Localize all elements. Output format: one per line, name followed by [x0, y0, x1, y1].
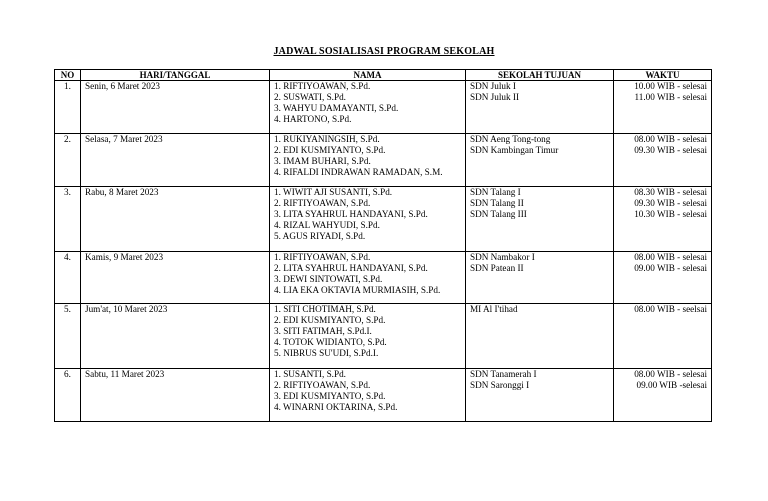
name-entry: 3. IMAM BUHARI, S.Pd.: [274, 156, 371, 166]
school-entry: SDN Saronggi I: [470, 380, 530, 390]
school-entry: SDN Juluk II: [470, 92, 520, 102]
row-schools: [466, 134, 614, 187]
name-entry: 3. SITI FATIMAH, S.Pd.I.: [274, 326, 372, 336]
name-entry: 4. WINARNI OKTARINA, S.Pd.: [274, 402, 398, 412]
row-date: Jum'at, 10 Maret 2023: [81, 304, 270, 369]
header-date: HARI/TANGGAL: [81, 70, 270, 81]
row-number: 1.: [55, 81, 81, 134]
row-number: 6.: [55, 369, 81, 422]
table-row: [55, 187, 712, 252]
name-entry: 3. DEWI SINTOWATI, S.Pd.: [274, 274, 383, 284]
row-date: Rabu, 8 Maret 2023: [81, 187, 270, 252]
name-entry: 1. WIWIT AJI SUSANTI, S.Pd.: [274, 187, 393, 197]
row-number: 2.: [55, 134, 81, 187]
row-names: [270, 81, 466, 134]
name-entry: 1. RIFTIYOAWAN, S.Pd.: [274, 81, 371, 91]
name-entry: 4. TOTOK WIDIANTO, S.Pd.: [274, 337, 387, 347]
header-no: NO: [55, 70, 81, 81]
row-times: [614, 369, 712, 422]
school-entry: SDN Aeng Tong-tong: [470, 134, 551, 144]
time-entry: 08.00 WIB - seelsai: [634, 304, 707, 314]
time-entry: 09.00 WIB - selesai: [634, 263, 707, 273]
time-entry: 08.00 WIB - selesai: [634, 134, 707, 144]
name-entry: 2. EDI KUSMIYANTO, S.Pd.: [274, 315, 386, 325]
name-entry: 2. SUSWATI, S.Pd.: [274, 92, 346, 102]
header-row: [55, 70, 712, 81]
table-row: [55, 252, 712, 304]
name-entry: 4. RIFALDI INDRAWAN RAMADAN, S.M.: [274, 167, 443, 177]
name-entry: 4. LIA EKA OKTAVIA MURMIASIH, S.Pd.: [274, 285, 441, 295]
school-entry: SDN Talang I: [470, 187, 521, 197]
schedule-table: [54, 69, 712, 422]
table-row: [55, 304, 712, 369]
name-entry: 3. WAHYU DAMAYANTI, S.Pd.: [274, 103, 399, 113]
school-entry: SDN Nambakor I: [470, 252, 535, 262]
name-entry: 3. EDI KUSMIYANTO, S.Pd.: [274, 391, 386, 401]
name-entry: 1. SITI CHOTIMAH, S.Pd.: [274, 304, 376, 314]
header-school: SEKOLAH TUJUAN: [466, 70, 614, 81]
row-number: 3.: [55, 187, 81, 252]
row-schools: [466, 187, 614, 252]
header-name: NAMA: [270, 70, 466, 81]
header-time: WAKTU: [614, 70, 712, 81]
school-entry: SDN Talang III: [470, 209, 527, 219]
row-times: [614, 187, 712, 252]
row-names: [270, 134, 466, 187]
row-number: 5.: [55, 304, 81, 369]
row-date: Senin, 6 Maret 2023: [81, 81, 270, 134]
name-entry: 1. RIFTIYOAWAN, S.Pd.: [274, 252, 371, 262]
row-date: Kamis, 9 Maret 2023: [81, 252, 270, 304]
name-entry: 2. RIFTIYOAWAN, S.Pd.: [274, 380, 371, 390]
school-entry: SDN Juluk I: [470, 81, 516, 91]
name-entry: 5. AGUS RIYADI, S.Pd.: [274, 231, 366, 241]
time-entry: 08.00 WIB - selesai: [634, 369, 707, 379]
time-entry: 08.00 WIB - selesai: [634, 252, 707, 262]
name-entry: 5. NIBRUS SU'UDI, S.Pd.I.: [274, 348, 379, 358]
row-times: [614, 81, 712, 134]
name-entry: 1. SUSANTI, S.Pd.: [274, 369, 346, 379]
time-entry: 09.00 WIB -selesai: [636, 380, 707, 390]
row-times: [614, 252, 712, 304]
table-row: [55, 134, 712, 187]
time-entry: 11.00 WIB - selesai: [634, 92, 707, 102]
table-row: [55, 369, 712, 422]
time-entry: 10.00 WIB - selesai: [634, 81, 707, 91]
name-entry: 4. RIZAL WAHYUDI, S.Pd.: [274, 220, 380, 230]
row-names: [270, 304, 466, 369]
name-entry: 2. LITA SYAHRUL HANDAYANI, S.Pd.: [274, 263, 428, 273]
row-names: [270, 187, 466, 252]
school-entry: SDN Patean II: [470, 263, 524, 273]
row-number: 4.: [55, 252, 81, 304]
row-times: [614, 304, 712, 369]
school-entry: SDN Tanamerah I: [470, 369, 537, 379]
name-entry: 2. EDI KUSMIYANTO, S.Pd.: [274, 145, 386, 155]
row-schools: [466, 304, 614, 369]
row-date: Selasa, 7 Maret 2023: [81, 134, 270, 187]
name-entry: 3. LITA SYAHRUL HANDAYANI, S.Pd.: [274, 209, 428, 219]
name-entry: 1. RUKIYANINGSIH, S.Pd.: [274, 134, 380, 144]
document-title: JADWAL SOSIALISASI PROGRAM SEKOLAH: [273, 46, 495, 57]
school-entry: SDN Talang II: [470, 198, 524, 208]
row-date: Sabtu, 11 Maret 2023: [81, 369, 270, 422]
row-names: [270, 369, 466, 422]
table-row: [55, 81, 712, 134]
time-entry: 08.30 WIB - selesai: [634, 187, 707, 197]
row-schools: [466, 252, 614, 304]
row-names: [270, 252, 466, 304]
name-entry: 2. RIFTIYOAWAN, S.Pd.: [274, 198, 371, 208]
time-entry: 09.30 WIB - selesai: [634, 145, 707, 155]
row-schools: [466, 369, 614, 422]
time-entry: 10.30 WIB - selesai: [634, 209, 707, 219]
name-entry: 4. HARTONO, S.Pd.: [274, 114, 352, 124]
school-entry: MI Al I'tihad: [470, 304, 518, 314]
time-entry: 09.30 WIB - selesai: [634, 198, 707, 208]
row-schools: [466, 81, 614, 134]
row-times: [614, 134, 712, 187]
school-entry: SDN Kambingan Timur: [470, 145, 559, 155]
